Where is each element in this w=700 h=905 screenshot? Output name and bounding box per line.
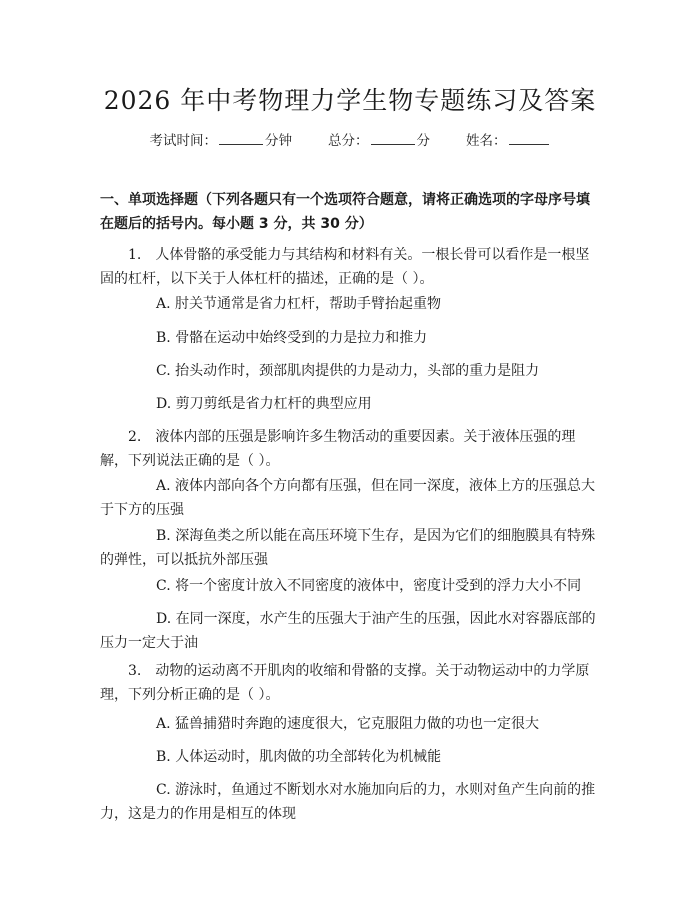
student-name-field bbox=[466, 130, 551, 152]
total-score-field bbox=[328, 130, 430, 152]
exam-time-label: 考试时间： bbox=[149, 133, 217, 149]
question-2-option-d: D. 在同一深度，水产生的压强大于油产生的压强，因此水对容器底部的压力一定大于油 bbox=[100, 611, 596, 651]
question-3-option-c: C. 游泳时，鱼通过不断划水对水施加向后的力，水则对鱼产生向前的推力，这是力的作用是相互的体现 bbox=[100, 782, 596, 822]
question-2-option-a: A. 液体内部向各个方向都有压强，但在同一深度，液体上方的压强总大于下方的压强 bbox=[100, 478, 596, 518]
question-3-option-b: B. 人体运动时，肌肉做的功全部转化为机械能 bbox=[156, 749, 442, 765]
total-score-unit: 分 bbox=[416, 133, 430, 149]
question-2-option-b: B. 深海鱼类之所以能在高压环境下生存，是因为它们的细胞膜具有特殊的弹性，可以抵抗外部压强 bbox=[100, 528, 596, 568]
exam-info-line bbox=[0, 130, 700, 152]
exam-time-field bbox=[150, 130, 293, 152]
section-heading: 一、单项选择题（下列各题只有一个选项符合题意，请将正确选项的字母序号填在题后的括号内。每小题 3 分，共 30 分） bbox=[100, 192, 590, 232]
student-name-label: 姓名： bbox=[466, 133, 507, 149]
student-name-blank bbox=[509, 130, 549, 145]
question-1-option-b: B. 骨骼在运动中始终受到的力是拉力和推力 bbox=[156, 330, 428, 346]
question-3-stem: 3. 动物的运动离不开肌肉的收缩和骨骼的支撑。关于动物运动中的力学原理，下列分析正确的是（ ）。 bbox=[100, 663, 590, 703]
total-score-label: 总分： bbox=[328, 133, 369, 149]
exam-time-unit: 分钟 bbox=[265, 133, 292, 149]
exam-time-blank bbox=[219, 130, 263, 145]
question-1-option-c: C. 抬头动作时，颈部肌肉提供的力是动力，头部的重力是阻力 bbox=[156, 363, 540, 379]
document-title: 2026 年中考物理力学生物专题练习及答案 bbox=[103, 86, 597, 115]
question-2-stem: 2. 液体内部的压强是影响许多生物活动的重要因素。关于液体压强的理解，下列说法正确的是（ ）。 bbox=[100, 429, 576, 469]
question-1-stem: 1. 人体骨骼的承受能力与其结构和材料有关。一根长骨可以看作是一根坚固的杠杆，以下关于人体杠杆的描述，正确的是（ ）。 bbox=[100, 247, 590, 287]
question-2-option-c: C. 将一个密度计放入不同密度的液体中，密度计受到的浮力大小不同 bbox=[156, 578, 582, 594]
question-1-option-d: D. 剪刀剪纸是省力杠杆的典型应用 bbox=[156, 396, 372, 412]
total-score-blank bbox=[371, 130, 415, 145]
question-3-option-a: A. 猛兽捕猎时奔跑的速度很大，它克服阻力做的功也一定很大 bbox=[156, 716, 540, 732]
question-1-option-a: A. 肘关节通常是省力杠杆，帮助手臂抬起重物 bbox=[156, 296, 442, 312]
